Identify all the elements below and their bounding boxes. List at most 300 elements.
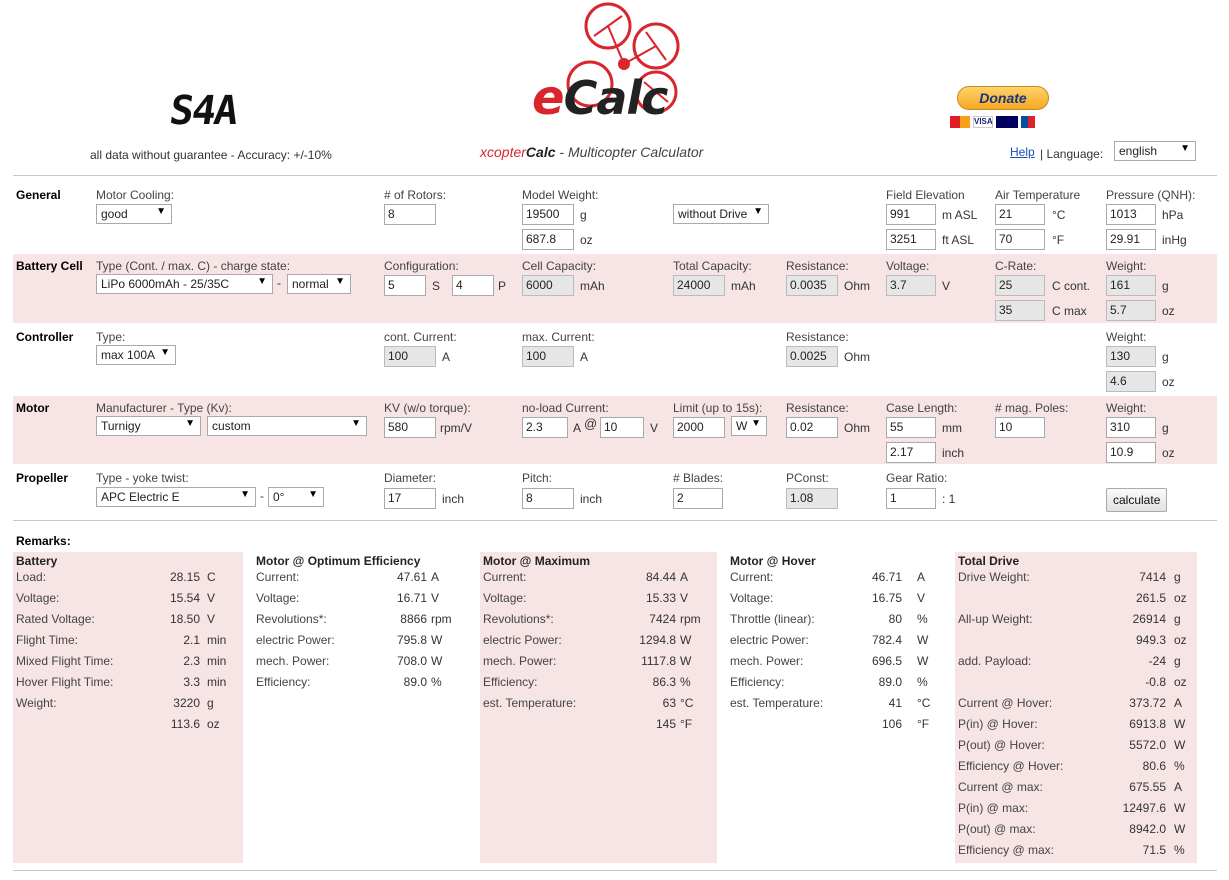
language-label: | Language: <box>1040 147 1104 161</box>
battery-voltage-input[interactable]: 3.7 <box>886 275 936 296</box>
result-unit: g <box>1174 612 1181 626</box>
subtitle-prefix: xcopter <box>480 144 526 160</box>
controller-type-select[interactable] <box>96 345 176 365</box>
result-key: Load: <box>16 570 47 584</box>
result-value: 113.6 <box>170 717 200 731</box>
prop-type-select[interactable] <box>96 487 256 507</box>
result-unit: g <box>207 696 214 710</box>
hover-results-rows <box>727 568 947 736</box>
motor-weight-g-input[interactable]: 310 <box>1106 417 1156 438</box>
unit-m-asl: m ASL <box>942 208 978 222</box>
chevron-down-icon: ▼ <box>1180 143 1190 154</box>
result-unit: A <box>431 570 440 584</box>
battery-voltage-label: Voltage: <box>886 259 930 273</box>
result-unit: W <box>917 633 929 647</box>
header-divider <box>13 175 1217 176</box>
unit-rpm-per-v: rpm/V <box>440 421 473 435</box>
result-key: est. Temperature: <box>730 696 824 710</box>
result-row <box>955 652 1197 673</box>
result-key: Voltage: <box>730 591 774 605</box>
result-value: 145 <box>655 717 676 731</box>
gear-ratio-suffix: : 1 <box>942 492 956 506</box>
result-value: 106 <box>881 717 902 731</box>
max-current-label: max. Current: <box>522 330 595 344</box>
charge-state-value: normal <box>292 277 329 291</box>
result-value: 47.61 <box>396 570 427 584</box>
c-rate-cont-input[interactable]: 25 <box>995 275 1045 296</box>
result-key: Efficiency: <box>483 675 538 689</box>
chevron-down-icon: ▼ <box>257 276 267 287</box>
result-unit: W <box>1174 822 1186 836</box>
result-row <box>955 841 1197 862</box>
pitch-input[interactable]: 8 <box>522 488 574 509</box>
result-key: Current: <box>256 570 300 584</box>
at-sign: @ <box>584 416 598 431</box>
result-unit: g <box>1174 654 1181 668</box>
result-row <box>480 631 717 652</box>
chevron-down-icon: ▼ <box>308 489 318 500</box>
chevron-down-icon: ▼ <box>753 206 763 217</box>
result-unit: % <box>917 675 928 689</box>
result-key: Rated Voltage: <box>16 612 95 626</box>
result-row <box>480 652 717 673</box>
result-value: 949.3 <box>1135 633 1166 647</box>
unit-inch-pitch: inch <box>580 492 603 506</box>
result-row <box>727 652 947 673</box>
result-unit: V <box>917 591 926 605</box>
bank-icon <box>1021 116 1035 128</box>
result-value: 46.71 <box>871 570 902 584</box>
unit-v-noload: V <box>650 421 659 435</box>
result-unit: oz <box>1174 591 1187 605</box>
unit-oz-controller: oz <box>1162 375 1175 389</box>
result-key: Flight Time: <box>16 633 79 647</box>
donate-button[interactable]: Donate <box>957 86 1049 110</box>
result-unit: W <box>680 633 692 647</box>
pconst-label: PConst: <box>786 471 829 485</box>
rotors-input[interactable]: 8 <box>384 204 436 225</box>
result-row <box>727 694 947 715</box>
result-row <box>727 589 947 610</box>
bottom-divider <box>13 870 1217 871</box>
unit-fahrenheit: °F <box>1052 233 1065 247</box>
result-unit: % <box>431 675 442 689</box>
power-limit-unit-select[interactable] <box>731 416 767 436</box>
pressure-inhg-input[interactable]: 29.91 <box>1106 229 1156 250</box>
drive-value: without Drive <box>678 207 748 221</box>
result-unit: °C <box>917 696 931 710</box>
result-value: 63 <box>662 696 676 710</box>
result-key: P(out) @ max: <box>958 822 1036 836</box>
result-key: add. Payload: <box>958 654 1032 668</box>
prop-dash: - <box>260 489 264 503</box>
result-unit: V <box>431 591 440 605</box>
result-row <box>480 673 717 694</box>
result-value: 1117.8 <box>641 654 676 668</box>
controller-type-label: Type: <box>96 330 126 344</box>
motor-cooling-select[interactable] <box>96 204 172 224</box>
result-value: 6913.8 <box>1129 717 1166 731</box>
mag-poles-input[interactable]: 10 <box>995 417 1045 438</box>
motor-cooling-value: good <box>101 207 128 221</box>
result-row <box>955 820 1197 841</box>
general-section-title: General <box>16 188 61 202</box>
result-value: 84.44 <box>645 570 676 584</box>
unit-celsius: °C <box>1052 208 1066 222</box>
controller-weight-oz-input[interactable]: 4.6 <box>1106 371 1156 392</box>
result-row <box>955 715 1197 736</box>
case-length-inch-input[interactable]: 2.17 <box>886 442 936 463</box>
result-key: Current @ max: <box>958 780 1043 794</box>
result-unit: W <box>680 654 692 668</box>
battery-type-value: LiPo 6000mAh - 25/35C <box>101 277 230 291</box>
result-unit: rpm <box>431 612 452 626</box>
noload-voltage-input[interactable]: 10 <box>600 417 644 438</box>
result-key: Throttle (linear): <box>730 612 815 626</box>
result-key: electric Power: <box>730 633 809 647</box>
battery-weight-oz-input[interactable]: 5.7 <box>1106 300 1156 321</box>
result-value: 16.75 <box>871 591 902 605</box>
result-unit: g <box>1174 570 1181 584</box>
result-value: 3.3 <box>183 675 200 689</box>
result-value: -0.8 <box>1145 675 1166 689</box>
logo-calc: Calc <box>563 71 668 125</box>
result-row <box>13 568 243 589</box>
result-value: 5572.0 <box>1129 738 1166 752</box>
result-key: Current: <box>483 570 527 584</box>
motor-manufacturer-select[interactable] <box>96 416 201 436</box>
result-key: electric Power: <box>483 633 562 647</box>
visa-icon: VISA <box>974 117 993 126</box>
result-unit: rpm <box>680 612 701 626</box>
result-row <box>253 673 473 694</box>
result-row <box>253 589 473 610</box>
result-value: 71.5 <box>1142 843 1166 857</box>
result-unit: % <box>1174 843 1185 857</box>
result-value: 16.71 <box>396 591 427 605</box>
air-temperature-label: Air Temperature <box>995 188 1081 202</box>
unit-a-cont: A <box>442 350 451 364</box>
config-s-input[interactable]: 5 <box>384 275 426 296</box>
c-rate-label: C-Rate: <box>995 259 1037 273</box>
c-rate-max-input[interactable]: 35 <box>995 300 1045 321</box>
chevron-down-icon: ▼ <box>160 347 170 358</box>
kv-label: KV (w/o torque): <box>384 401 471 415</box>
cell-capacity-input[interactable]: 6000 <box>522 275 574 296</box>
controller-resistance-input[interactable]: 0.0025 <box>786 346 838 367</box>
chevron-down-icon: ▼ <box>335 276 345 287</box>
unit-mah-total: mAh <box>731 279 756 293</box>
result-value: 8942.0 <box>1129 822 1166 836</box>
case-length-mm-input[interactable]: 55 <box>886 417 936 438</box>
result-value: 28.15 <box>169 570 200 584</box>
total-capacity-label: Total Capacity: <box>673 259 752 273</box>
cont-current-label: cont. Current: <box>384 330 457 344</box>
chevron-down-icon: ▼ <box>751 418 761 429</box>
app-subtitle <box>480 144 703 160</box>
language-select[interactable] <box>1114 141 1196 161</box>
power-limit-input[interactable]: 2000 <box>673 417 725 438</box>
unit-g-controller: g <box>1162 350 1169 364</box>
optimum-results-title: Motor @ Optimum Efficiency <box>256 554 421 568</box>
unit-p: P <box>498 279 507 293</box>
result-row <box>480 694 717 715</box>
result-unit: min <box>207 675 227 689</box>
result-unit: °F <box>680 717 693 731</box>
power-limit-unit-value: W <box>736 419 748 433</box>
result-row <box>727 673 947 694</box>
ecalc-logo-text <box>532 70 667 126</box>
unit-c-cont: C cont. <box>1052 279 1091 293</box>
field-elevation-label: Field Elevation <box>886 188 965 202</box>
chevron-down-icon: ▼ <box>156 206 166 217</box>
configuration-label: Configuration: <box>384 259 459 273</box>
unit-a-max: A <box>580 350 589 364</box>
unit-g-battery: g <box>1162 279 1169 293</box>
result-key: mech. Power: <box>256 654 330 668</box>
result-row <box>13 673 243 694</box>
result-unit: % <box>917 612 928 626</box>
result-key: Voltage: <box>483 591 527 605</box>
result-unit: °F <box>917 717 930 731</box>
result-row <box>955 799 1197 820</box>
chevron-down-icon: ▼ <box>240 489 250 500</box>
result-unit: W <box>1174 738 1186 752</box>
result-value: 782.4 <box>871 633 902 647</box>
controller-resistance-label: Resistance: <box>786 330 849 344</box>
unit-v: V <box>942 279 951 293</box>
diameter-label: Diameter: <box>384 471 437 485</box>
result-value: 7424 <box>649 612 676 626</box>
result-row <box>727 610 947 631</box>
yoke-twist-select[interactable] <box>268 487 324 507</box>
unit-oz: oz <box>580 233 593 247</box>
diameter-input[interactable]: 17 <box>384 488 436 509</box>
power-limit-label: Limit (up to 15s): <box>673 401 763 415</box>
unit-ohm-motor: Ohm <box>844 421 871 435</box>
model-weight-g-input[interactable]: 19500 <box>522 204 574 225</box>
blades-input[interactable]: 2 <box>673 488 723 509</box>
max-current-input[interactable]: 100 <box>522 346 574 367</box>
gear-ratio-input[interactable]: 1 <box>886 488 936 509</box>
result-key: Hover Flight Time: <box>16 675 114 689</box>
result-unit: % <box>680 675 691 689</box>
unit-mm: mm <box>942 421 962 435</box>
result-key: mech. Power: <box>483 654 557 668</box>
result-unit: W <box>917 654 929 668</box>
battery-results-rows <box>13 568 243 736</box>
drive-select[interactable] <box>673 204 769 224</box>
air-temp-c-input[interactable]: 21 <box>995 204 1045 225</box>
result-value: -24 <box>1148 654 1166 668</box>
result-value: 18.50 <box>169 612 200 626</box>
battery-weight-label: Weight: <box>1106 259 1147 273</box>
rotors-label: # of Rotors: <box>384 188 447 202</box>
result-value: 795.8 <box>396 633 427 647</box>
result-row <box>13 652 243 673</box>
cont-current-input[interactable]: 100 <box>384 346 436 367</box>
motor-manufacturer-label: Manufacturer - Type (Kv): <box>96 401 232 415</box>
mag-poles-label: # mag. Poles: <box>995 401 1069 415</box>
battery-resistance-input[interactable]: 0.0035 <box>786 275 838 296</box>
result-key: Voltage: <box>256 591 300 605</box>
result-unit: min <box>207 654 227 668</box>
result-row <box>13 715 243 736</box>
result-row <box>480 568 717 589</box>
battery-type-select[interactable] <box>96 274 273 294</box>
result-row <box>480 589 717 610</box>
result-unit: oz <box>207 717 220 731</box>
unit-oz-battery: oz <box>1162 304 1175 318</box>
result-row <box>955 757 1197 778</box>
air-temp-f-input[interactable]: 70 <box>995 229 1045 250</box>
result-row <box>727 568 947 589</box>
battery-weight-g-input[interactable]: 161 <box>1106 275 1156 296</box>
battery-section-title: Battery Cell <box>16 259 83 273</box>
unit-s: S <box>432 279 441 293</box>
result-key: Current @ Hover: <box>958 696 1053 710</box>
unit-ohm-controller: Ohm <box>844 350 871 364</box>
charge-state-select[interactable] <box>287 274 351 294</box>
pconst-input[interactable]: 1.08 <box>786 488 838 509</box>
cell-capacity-label: Cell Capacity: <box>522 259 597 273</box>
field-elevation-ft-input[interactable]: 3251 <box>886 229 936 250</box>
result-value: 89.0 <box>403 675 427 689</box>
motor-type-select[interactable] <box>207 416 367 436</box>
result-row <box>955 694 1197 715</box>
result-key: Revolutions*: <box>483 612 554 626</box>
unit-c-max: C max <box>1052 304 1087 318</box>
result-row <box>727 715 947 736</box>
result-row <box>480 715 717 736</box>
unit-g: g <box>580 208 587 222</box>
result-value: 12497.6 <box>1122 801 1166 815</box>
kv-input[interactable]: 580 <box>384 417 436 438</box>
result-unit: A <box>680 570 689 584</box>
unit-ohm: Ohm <box>844 279 871 293</box>
language-value: english <box>1119 144 1158 158</box>
maximum-results-title: Motor @ Maximum <box>483 554 591 568</box>
config-p-input[interactable]: 4 <box>452 275 494 296</box>
chevron-down-icon: ▼ <box>351 418 361 429</box>
controller-type-value: max 100A <box>101 348 156 362</box>
result-unit: C <box>207 570 216 584</box>
guarantee-note: all data without guarantee - Accuracy: +/-10% <box>90 148 332 162</box>
optimum-results <box>253 554 473 694</box>
unit-inch-case: inch <box>942 446 965 460</box>
payment-icons <box>950 116 1035 128</box>
result-row <box>253 652 473 673</box>
battery-dash: - <box>277 276 281 290</box>
result-unit: % <box>1174 759 1185 773</box>
result-unit: W <box>1174 717 1186 731</box>
result-row <box>955 673 1197 694</box>
battery-results-title: Battery <box>16 554 58 568</box>
result-value: 2.1 <box>183 633 200 647</box>
model-weight-oz-input[interactable]: 687.8 <box>522 229 574 250</box>
total-results-title: Total Drive <box>958 554 1020 568</box>
motor-type-value: custom <box>212 419 251 433</box>
yoke-twist-value: 0° <box>273 490 285 504</box>
pressure-hpa-input[interactable]: 1013 <box>1106 204 1156 225</box>
result-unit: W <box>431 633 443 647</box>
result-row <box>480 610 717 631</box>
subtitle-rest: - Multicopter Calculator <box>555 144 704 160</box>
noload-current-input[interactable]: 2.3 <box>522 417 568 438</box>
controller-section-title: Controller <box>16 330 74 344</box>
result-row <box>955 778 1197 799</box>
hover-results-title: Motor @ Hover <box>730 554 816 568</box>
result-value: 3220 <box>173 696 200 710</box>
result-key: electric Power: <box>256 633 335 647</box>
result-key: P(in) @ max: <box>958 801 1029 815</box>
unit-g-motor: g <box>1162 421 1169 435</box>
result-key: Efficiency @ max: <box>958 843 1054 857</box>
motor-weight-oz-input[interactable]: 10.9 <box>1106 442 1156 463</box>
s4a-logo: S4A <box>166 88 240 134</box>
result-key: Mixed Flight Time: <box>16 654 114 668</box>
result-unit: W <box>431 654 443 668</box>
result-unit: min <box>207 633 227 647</box>
result-key: Drive Weight: <box>958 570 1030 584</box>
result-key: Efficiency @ Hover: <box>958 759 1064 773</box>
result-unit: W <box>1174 801 1186 815</box>
battery-resistance-label: Resistance: <box>786 259 849 273</box>
result-key: Revolutions*: <box>256 612 327 626</box>
total-capacity-input[interactable]: 24000 <box>673 275 725 296</box>
giropay-icon <box>996 116 1018 128</box>
help-link[interactable]: Help <box>1010 145 1035 159</box>
result-row <box>955 589 1197 610</box>
controller-weight-g-input[interactable]: 130 <box>1106 346 1156 367</box>
case-length-label: Case Length: <box>886 401 958 415</box>
result-key: Weight: <box>16 696 57 710</box>
prop-type-value: APC Electric E <box>101 490 180 504</box>
maximum-results <box>480 554 717 736</box>
result-value: 80 <box>888 612 902 626</box>
result-value: 8866 <box>400 612 427 626</box>
motor-resistance-input[interactable]: 0.02 <box>786 417 838 438</box>
result-row <box>13 610 243 631</box>
calculate-button[interactable]: calculate <box>1106 488 1167 512</box>
unit-hpa: hPa <box>1162 208 1184 222</box>
pitch-label: Pitch: <box>522 471 553 485</box>
result-value: 89.0 <box>878 675 902 689</box>
result-value: 86.3 <box>652 675 676 689</box>
model-weight-label: Model Weight: <box>522 188 599 202</box>
result-key: mech. Power: <box>730 654 804 668</box>
result-key: Efficiency: <box>730 675 785 689</box>
result-value: 7414 <box>1139 570 1166 584</box>
result-row <box>955 610 1197 631</box>
unit-inhg: inHg <box>1162 233 1187 247</box>
result-value: 708.0 <box>396 654 427 668</box>
result-row <box>955 736 1197 757</box>
result-value: 15.33 <box>645 591 676 605</box>
hover-results <box>727 554 947 736</box>
field-elevation-m-input[interactable]: 991 <box>886 204 936 225</box>
pressure-label: Pressure (QNH): <box>1106 188 1196 202</box>
motor-resistance-label: Resistance: <box>786 401 849 415</box>
battery-results <box>13 554 243 736</box>
result-key: P(in) @ Hover: <box>958 717 1038 731</box>
mastercard-icon <box>950 116 970 128</box>
result-value: 1294.8 <box>639 633 676 647</box>
result-value: 80.6 <box>1142 759 1166 773</box>
result-key: Voltage: <box>16 591 60 605</box>
unit-inch-diameter: inch <box>442 492 465 506</box>
result-value: 26914 <box>1132 612 1166 626</box>
